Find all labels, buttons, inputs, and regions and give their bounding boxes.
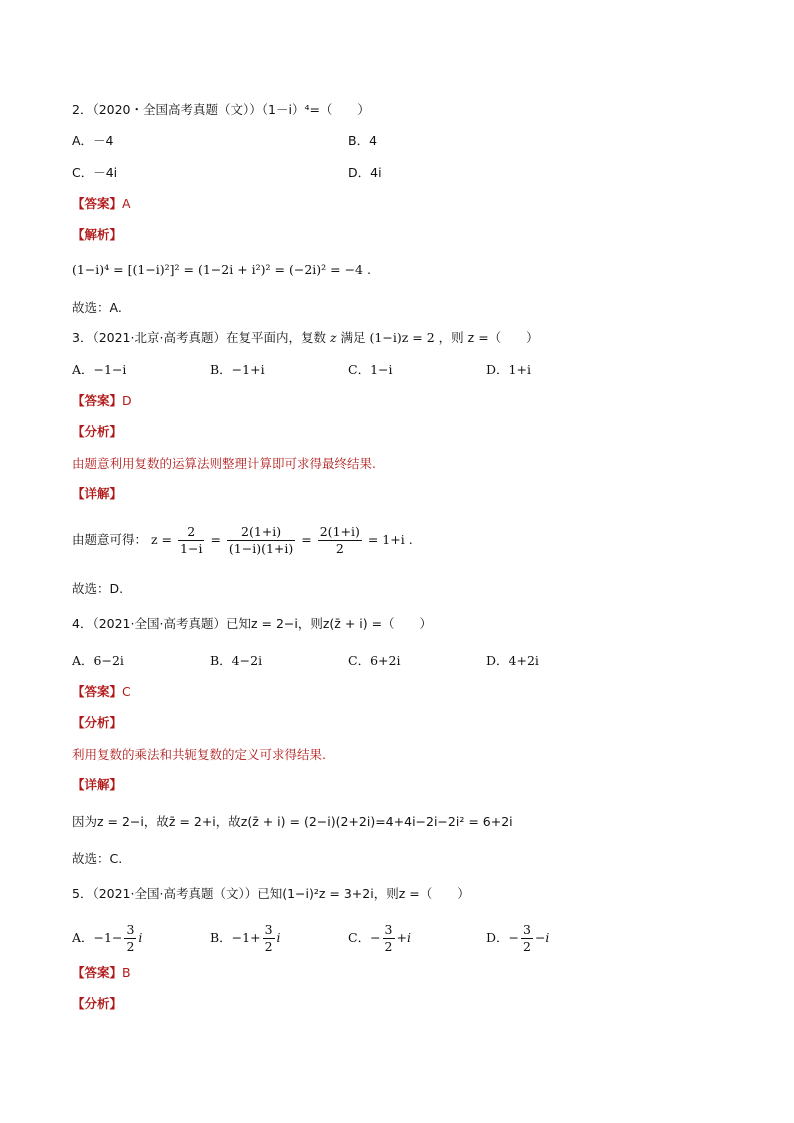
q5-answer xyxy=(72,963,131,983)
q5-option-c: C．− $\frac{3}{2}$ +i xyxy=(348,922,411,954)
q2-option-c: C．－4i xyxy=(72,165,118,180)
q2-answer xyxy=(72,194,131,214)
answer-tag: 【答案】 xyxy=(72,965,123,980)
q4-answer xyxy=(72,682,131,702)
q3-detail-end: = 1+i . xyxy=(367,532,413,547)
q3-stem-c: ，则 xyxy=(438,330,464,345)
q3-detail-prefix: 由题意可得： xyxy=(72,532,148,547)
q4-detail: 因为z = 2−i，故z̄ = 2+i，故z(z̄ + i) = (2−i)(2+2i)=4+4i−2i−2i² = 6+2i xyxy=(72,814,513,829)
q4-option-d: D．4+2i xyxy=(486,653,539,668)
q3-option-a: A．−1−i xyxy=(72,362,127,377)
fraction-denominator: (1−i)(1+i) xyxy=(228,541,294,556)
q2-option-d: D．4i xyxy=(348,165,382,180)
answer-tag: 【答案】 xyxy=(72,393,123,408)
q5-analysis-tag: 【分析】 xyxy=(72,996,123,1011)
q4-stem: 4．（2021·全国·高考真题）已知z = 2−i，则z(z̄ + i) =（ ） xyxy=(72,616,433,631)
answer-value: D xyxy=(122,393,132,408)
q4-analysis-tag: 【分析】 xyxy=(72,715,123,730)
q4-option-a: A．6−2i xyxy=(72,653,124,668)
q4-analysis: 利用复数的乘法和共轭复数的定义可求得结果. xyxy=(72,747,326,762)
fraction-numerator: 2(1+i) xyxy=(319,524,360,539)
fraction: $\frac{3}{2}$ xyxy=(264,922,273,954)
q3-stem-z: z xyxy=(329,330,337,345)
answer-tag: 【答案】 xyxy=(72,684,123,699)
fraction-numerator: 2 xyxy=(178,524,204,541)
fraction-denominator: 2 xyxy=(335,541,344,556)
answer-value: B xyxy=(122,965,131,980)
answer-tag: 【答案】 xyxy=(72,196,123,211)
q5-option-b: B．−1+ $\frac{3}{2}$ i xyxy=(210,922,281,954)
q4-choice: 故选：C. xyxy=(72,851,123,866)
q3-option-d: D．1+i xyxy=(486,362,531,377)
answer-value: C xyxy=(122,684,131,699)
q4-detail-tag: 【详解】 xyxy=(72,777,123,792)
q2-analysis-tag: 【解析】 xyxy=(72,227,123,242)
q3-choice: 故选：D. xyxy=(72,581,124,596)
q2-option-a: A．－4 xyxy=(72,133,114,148)
q3-stem-d: z =（ ） xyxy=(467,330,539,345)
q2-stem: 2．（2020・全国高考真题（文））（1－i）⁴=（ ） xyxy=(72,102,370,117)
q3-fraction-3 xyxy=(318,524,362,557)
q3-analysis: 由题意利用复数的运算法则整理计算即可求得最终结果. xyxy=(72,456,376,471)
q3-fraction-1 xyxy=(178,524,204,557)
q3-analysis-tag: 【分析】 xyxy=(72,424,123,439)
q3-answer xyxy=(72,391,132,411)
q4-option-b: B．4−2i xyxy=(210,653,263,668)
q3-stem xyxy=(72,328,539,348)
q5-stem: 5．（2021·全国·高考真题（文））已知(1−i)²z = 3+2i，则z =（ ） xyxy=(72,886,470,901)
q3-stem-eq: (1−i)z = 2 xyxy=(369,330,435,345)
q3-detail-z: z = xyxy=(151,532,173,547)
q3-fraction-2 xyxy=(227,524,295,557)
q2-option-b: B．4 xyxy=(348,133,378,148)
q5-option-d: D．− $\frac{3}{2}$ −i xyxy=(486,922,550,954)
q4-option-c: C．6+2i xyxy=(348,653,401,668)
q3-detail: 由题意可得： z = $\frac{2}{1-i}$ = $\frac{2(1+i)}{(1-i)(1+i)}$ = $\frac{2(1+i)}{2}$ = 1+i . xyxy=(72,524,413,556)
fraction-denominator: 1−i xyxy=(180,541,203,556)
q3-stem-b: 满足 xyxy=(340,330,366,345)
q2-math: (1−i)⁴ = [(1−i)²]² = (1−2i + i²)² = (−2i)² = −4 . xyxy=(72,262,371,277)
q3-option-b: B．−1+i xyxy=(210,362,265,377)
q5-option-a: A．−1− $\frac{3}{2}$ i xyxy=(72,922,143,954)
fraction: $\frac{3}{2}$ xyxy=(126,922,135,954)
q2-choice: 故选：A. xyxy=(72,300,122,315)
fraction-numerator: 2(1+i) xyxy=(227,524,295,541)
fraction: $\frac{3}{2}$ xyxy=(523,922,531,954)
q3-stem-a: 3．（2021·北京·高考真题）在复平面内，复数 xyxy=(72,330,326,345)
q3-detail-tag: 【详解】 xyxy=(72,486,123,501)
q3-option-c: C．1−i xyxy=(348,362,393,377)
fraction: $\frac{3}{2}$ xyxy=(384,922,393,954)
answer-value: A xyxy=(122,196,131,211)
